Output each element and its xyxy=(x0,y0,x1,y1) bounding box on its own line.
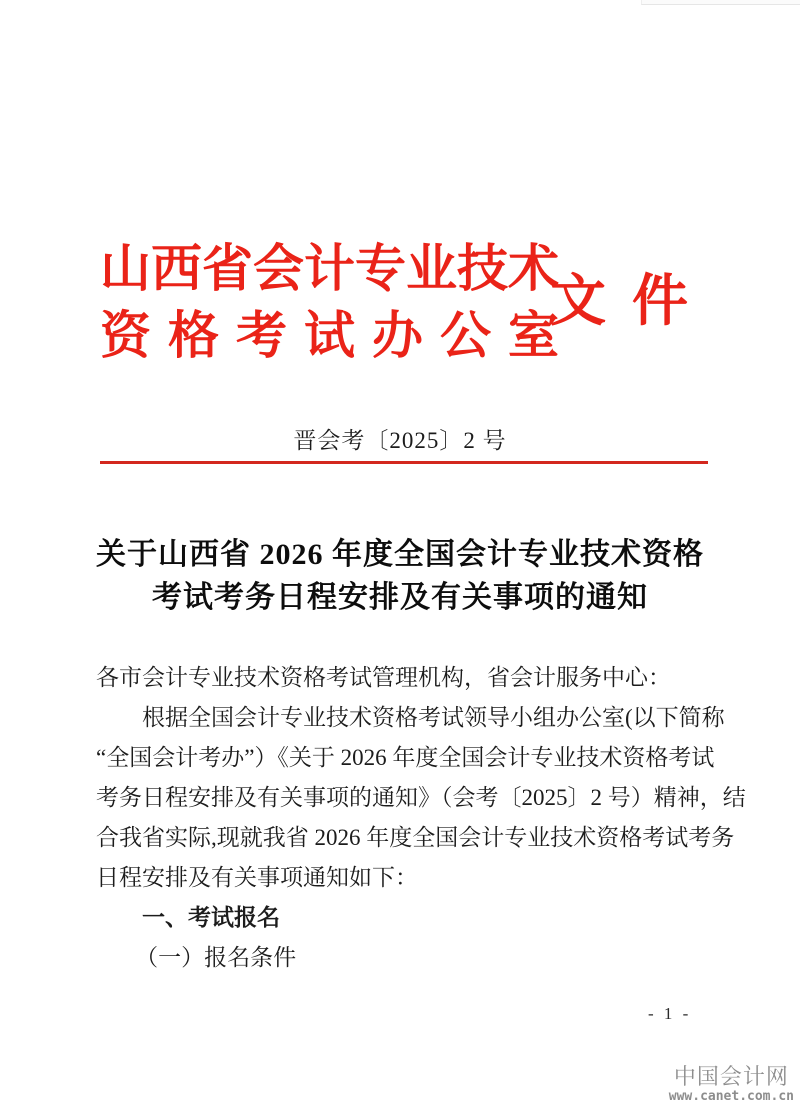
paragraph-line-1: 根据全国会计专业技术资格考试领导小组办公室(以下简称 xyxy=(142,705,725,730)
paragraph-line-2: “全国会计考办”）《关于 2026 年度全国会计专业技术资格考试 xyxy=(96,745,715,770)
document-body xyxy=(96,658,746,978)
salutation-line: 各市会计专业技术资格考试管理机构，省会计服务中心： xyxy=(96,665,671,690)
org-name-line2: 资格考试办公室 xyxy=(100,309,577,365)
subsection-heading-registration-conditions: （一）报名条件 xyxy=(135,945,297,970)
watermark-site-url: www.canet.com.cn xyxy=(668,1089,794,1104)
watermark xyxy=(669,1065,794,1104)
document-number: 晋会考〔2025〕2 号 xyxy=(293,428,507,453)
paragraph-line-5: 日程安排及有关事项通知如下： xyxy=(96,865,418,890)
document-title-line2: 考试考务日程安排及有关事项的通知 xyxy=(152,581,648,614)
issuing-org-name xyxy=(100,237,580,371)
document-title-line1: 关于山西省 2026 年度全国会计专业技术资格 xyxy=(96,538,704,571)
scan-edge-artifact xyxy=(641,0,800,5)
document-title xyxy=(0,533,800,619)
paragraph-line-3: 考务日程安排及有关事项的通知》（会考〔2025〕2 号）精神，结 xyxy=(96,785,746,810)
page-number: - 1 - xyxy=(648,1004,692,1023)
watermark-site-name: 中国会计网 xyxy=(673,1064,789,1089)
document-type-label: 文件 xyxy=(550,271,714,333)
section-heading-exam-registration: 一、考试报名 xyxy=(142,905,280,930)
paragraph-line-4: 合我省实际,现就我省 2026 年度全国会计专业技术资格考试考务 xyxy=(96,825,735,850)
org-name-line1: 山西省会计专业技术 xyxy=(100,242,560,298)
red-separator-line xyxy=(100,461,708,464)
